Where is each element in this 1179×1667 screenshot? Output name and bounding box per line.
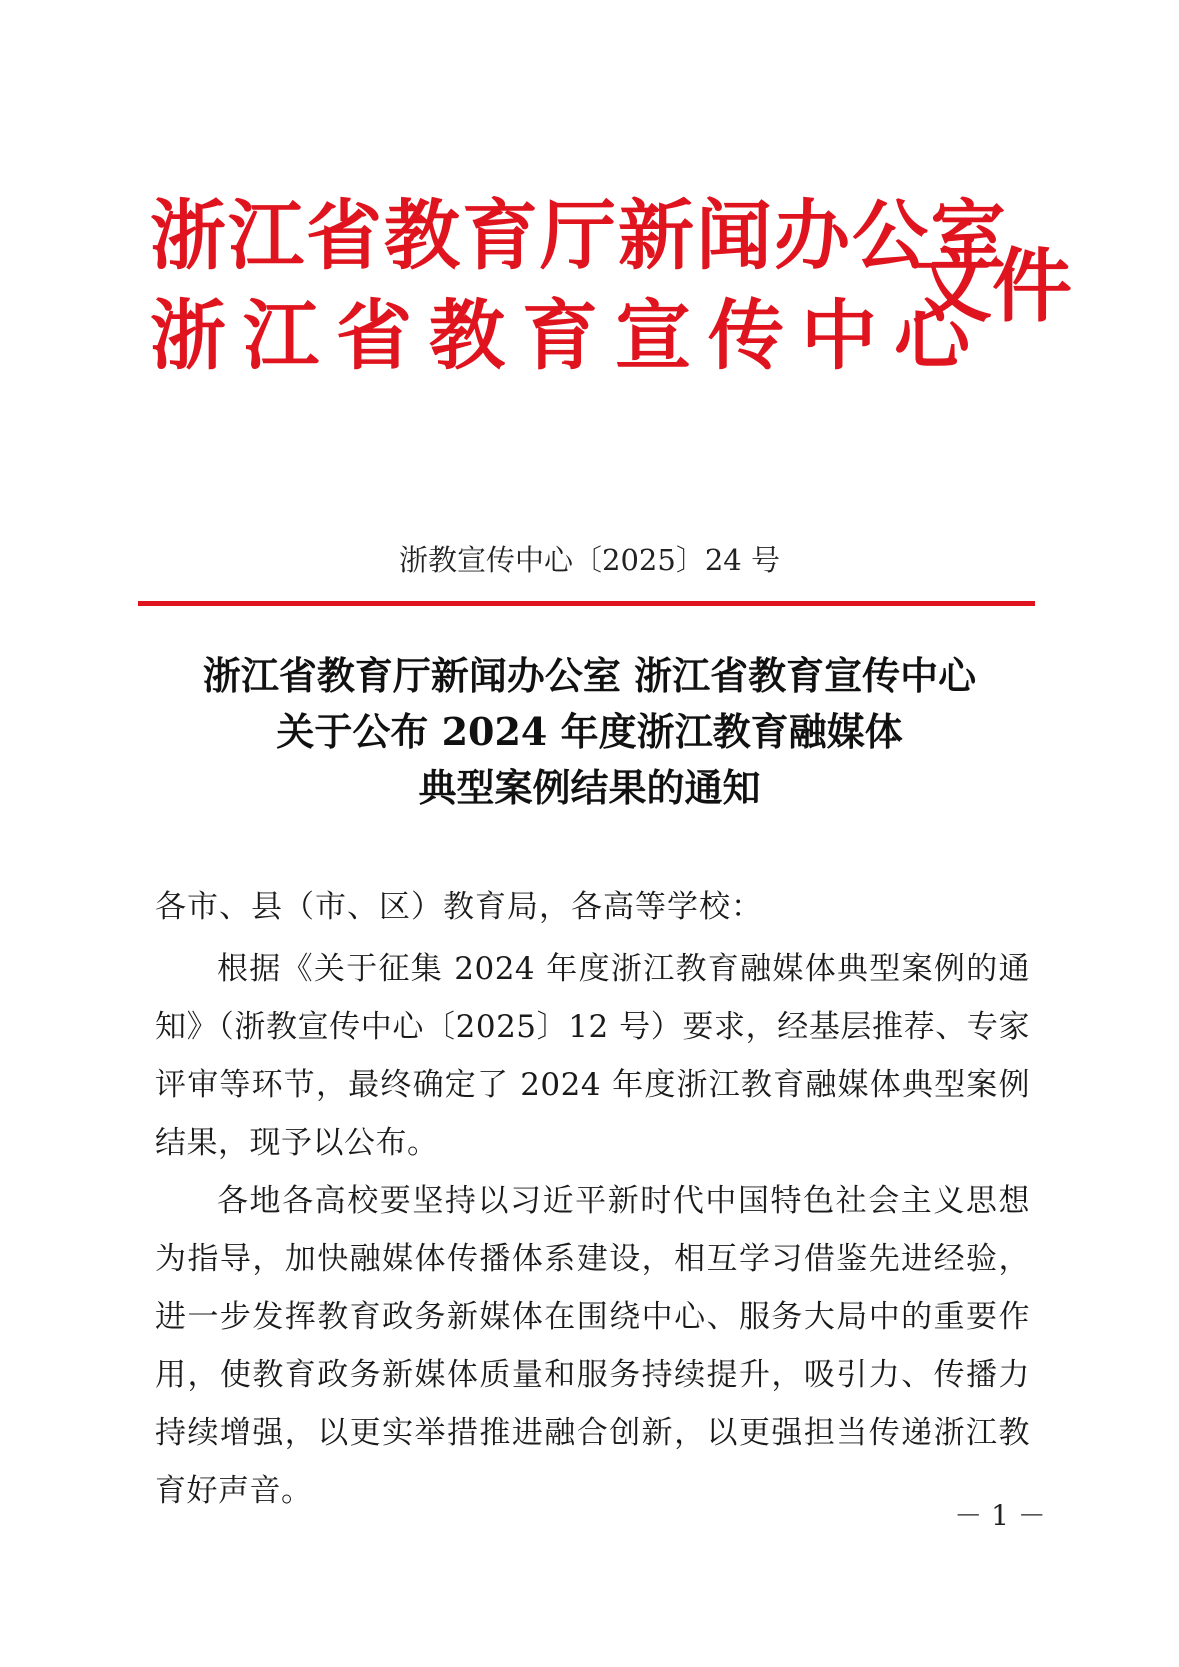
masthead-issuer-2: 浙江省教育宣传中心: [150, 291, 987, 380]
page-number: － 1 －: [954, 1499, 1046, 1532]
title-line-2: 关于公布 2024 年度浙江教育融媒体: [276, 709, 903, 754]
masthead-file-label: 文件: [912, 239, 1072, 333]
title-line-3: 典型案例结果的通知: [418, 765, 761, 810]
red-masthead: [150, 190, 1072, 400]
title-line-1: 浙江省教育厅新闻办公室 浙江省教育宣传中心: [202, 653, 977, 698]
body-paragraph-1: 根据《关于征集 2024 年度浙江教育融媒体典型案例的通知》（浙教宣传中心〔2025〕12 号）要求，经基层推荐、专家评审等环节，最终确定了 2024 年度浙江教育融媒体典型案例结果，现予以公布。: [155, 951, 1030, 1161]
document-title: [0, 648, 1179, 816]
salutation: 各市、县（市、区）教育局，各高等学校：: [155, 889, 763, 925]
document-number: 浙教宣传中心〔2025〕24 号: [399, 543, 780, 577]
masthead-issuer-1: 浙江省教育厅新闻办公室: [150, 191, 1008, 280]
body-paragraph-2: 各地各高校要坚持以习近平新时代中国特色社会主义思想为指导，加快融媒体传播体系建设，相互学习借鉴先进经验，进一步发挥教育政务新媒体在围绕中心、服务大局中的重要作用，使教育政务新媒体质量和服务持续提升，吸引力、传播力持续增强，以更实举措推进融合创新，以更强担当传递浙江教育好声音。: [155, 1183, 1030, 1509]
red-divider-line: [138, 601, 1035, 606]
